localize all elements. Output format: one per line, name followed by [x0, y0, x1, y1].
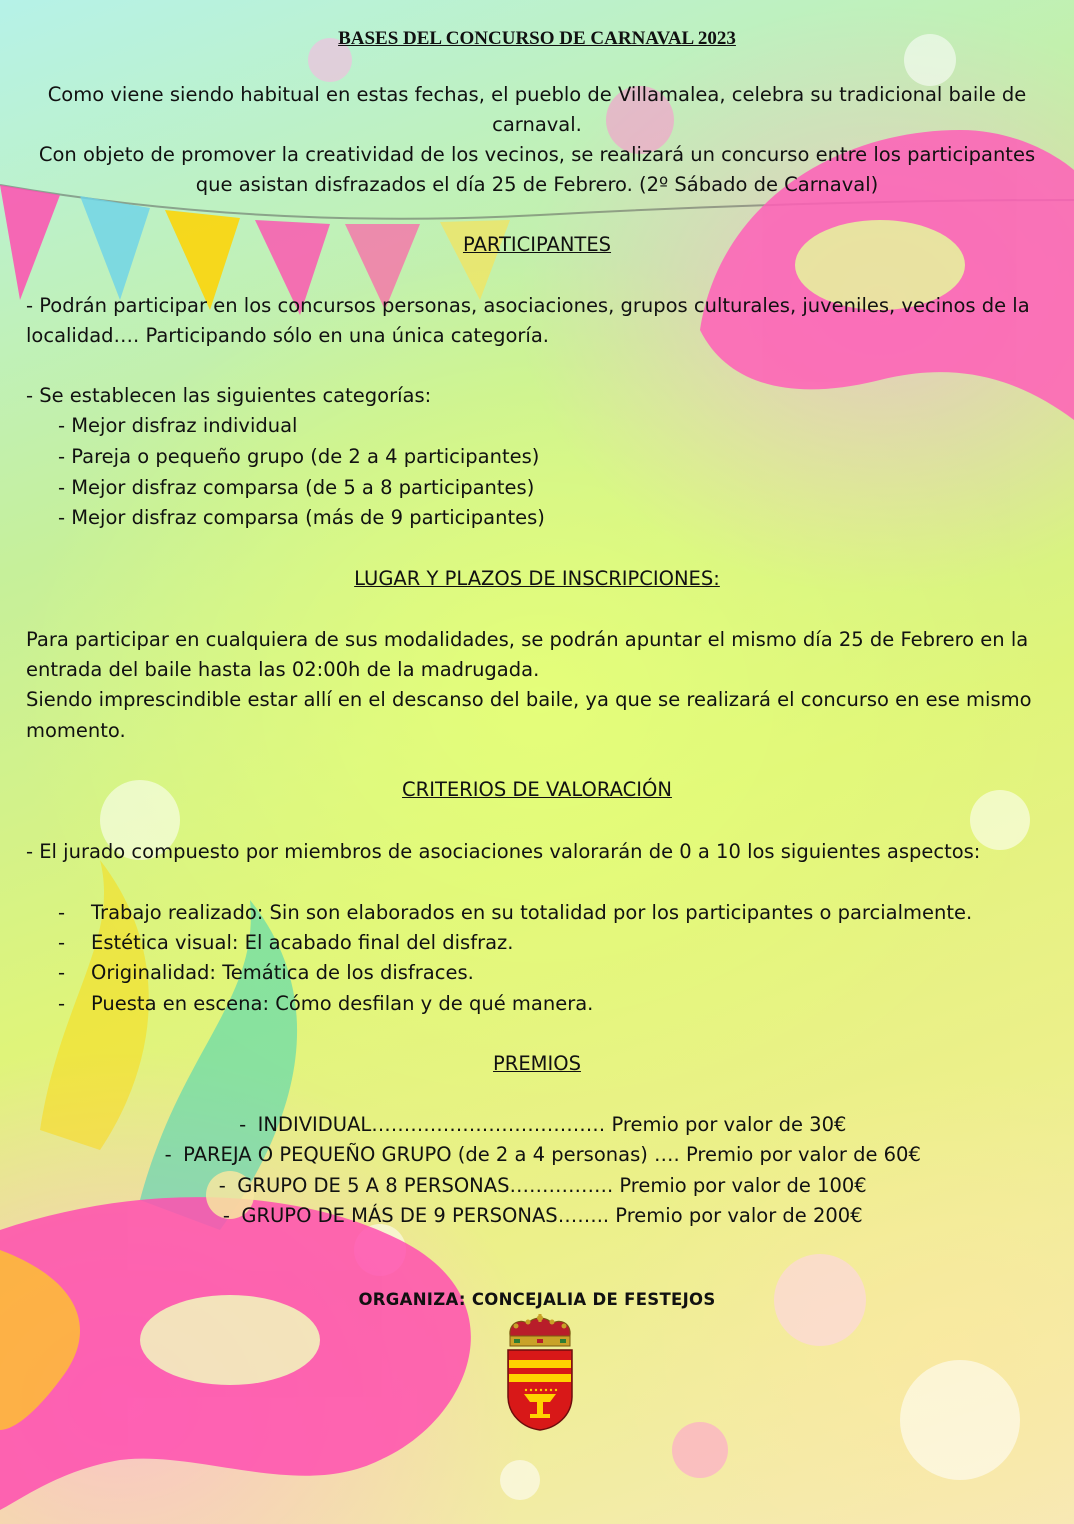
bullet-dash: - — [58, 992, 66, 1015]
lugar-line-2: entrada del baile hasta las 02:00h de la madrugada. — [26, 658, 540, 681]
lugar-line-3: Siendo imprescindible estar allí en el descanso del baile, ya que se realizará el concurso en ese mismo — [26, 688, 1032, 711]
intro-line-4: que asistan disfrazados el día 25 de Febrero. (2º Sábado de Carnaval) — [195, 173, 879, 196]
criterio-item — [58, 989, 593, 1020]
participantes-line-2: localidad…. Participando sólo en una única categoría. — [26, 324, 549, 347]
intro-line-1: Como viene siendo habitual en estas fechas, el pueblo de Villamalea, celebra su tradicional baile de — [47, 83, 1027, 106]
organiza-label: ORGANIZA: CONCEJALIA DE FESTEJOS — [358, 1290, 716, 1309]
categories-intro: - Se establecen las siguientes categorías: — [26, 384, 432, 407]
bullet-dash: - — [218, 1174, 226, 1197]
criterio-text: Trabajo realizado: Sin son elaborados en su totalidad por los participantes o parcialmente. — [91, 901, 973, 924]
criterio-item — [58, 928, 513, 959]
heading-criterios: CRITERIOS DE VALORACIÓN — [402, 778, 672, 801]
heading-premios: PREMIOS — [493, 1052, 581, 1075]
bullet-dash: - — [239, 1113, 247, 1136]
premio-item — [0, 1110, 1074, 1141]
intro-line-3: Con objeto de promover la creatividad de los vecinos, se realizará un concurso entre los participantes — [38, 143, 1036, 166]
document-title: BASES DEL CONCURSO DE CARNAVAL 2023 — [338, 28, 736, 49]
participantes-line-1: - Podrán participar en los concursos personas, asociaciones, grupos culturales, juveniles, vecinos de la — [26, 294, 1030, 317]
criterios-intro: - El jurado compuesto por miembros de asociaciones valorarán de 0 a 10 los siguientes aspectos: — [26, 840, 981, 863]
premio-text: INDIVIDUAL……………………………… Premio por valor de 30€ — [257, 1113, 847, 1136]
heading-lugar: LUGAR Y PLAZOS DE INSCRIPCIONES: — [354, 567, 720, 590]
bullet-dash: - — [58, 961, 66, 984]
lugar-line-4: momento. — [26, 719, 126, 742]
criterio-text: Originalidad: Temática de los disfraces. — [91, 961, 474, 984]
bullet-dash: - — [222, 1204, 230, 1227]
premio-item — [0, 1140, 1074, 1171]
criterio-text: Estética visual: El acabado final del disfraz. — [91, 931, 514, 954]
category-item: - Mejor disfraz individual — [58, 414, 298, 437]
premio-item — [0, 1171, 1074, 1202]
premio-text: PAREJA O PEQUEÑO GRUPO (de 2 a 4 personas) …. Premio por valor de 60€ — [183, 1143, 921, 1166]
category-item: - Mejor disfraz comparsa (más de 9 participantes) — [58, 506, 545, 529]
category-item: - Mejor disfraz comparsa (de 5 a 8 participantes) — [58, 476, 535, 499]
intro-line-2: carnaval. — [492, 113, 582, 136]
premio-text: GRUPO DE MÁS DE 9 PERSONAS…….. Premio por valor de 200€ — [241, 1204, 863, 1227]
premio-item — [0, 1201, 1074, 1232]
coat-of-arms-icon — [502, 1314, 578, 1432]
category-item: - Pareja o pequeño grupo (de 2 a 4 participantes) — [58, 445, 540, 468]
heading-participantes: PARTICIPANTES — [462, 233, 612, 256]
bullet-dash: - — [164, 1143, 172, 1166]
bullet-dash: - — [58, 901, 66, 924]
premio-text: GRUPO DE 5 A 8 PERSONAS……………. Premio por valor de 100€ — [237, 1174, 867, 1197]
criterio-item — [58, 898, 972, 929]
criterio-item — [58, 958, 474, 989]
criterio-text: Puesta en escena: Cómo desfilan y de qué manera. — [91, 992, 594, 1015]
bullet-dash: - — [58, 931, 66, 954]
lugar-line-1: Para participar en cualquiera de sus modalidades, se podrán apuntar el mismo día 25 de Febrero en la — [26, 628, 1029, 651]
